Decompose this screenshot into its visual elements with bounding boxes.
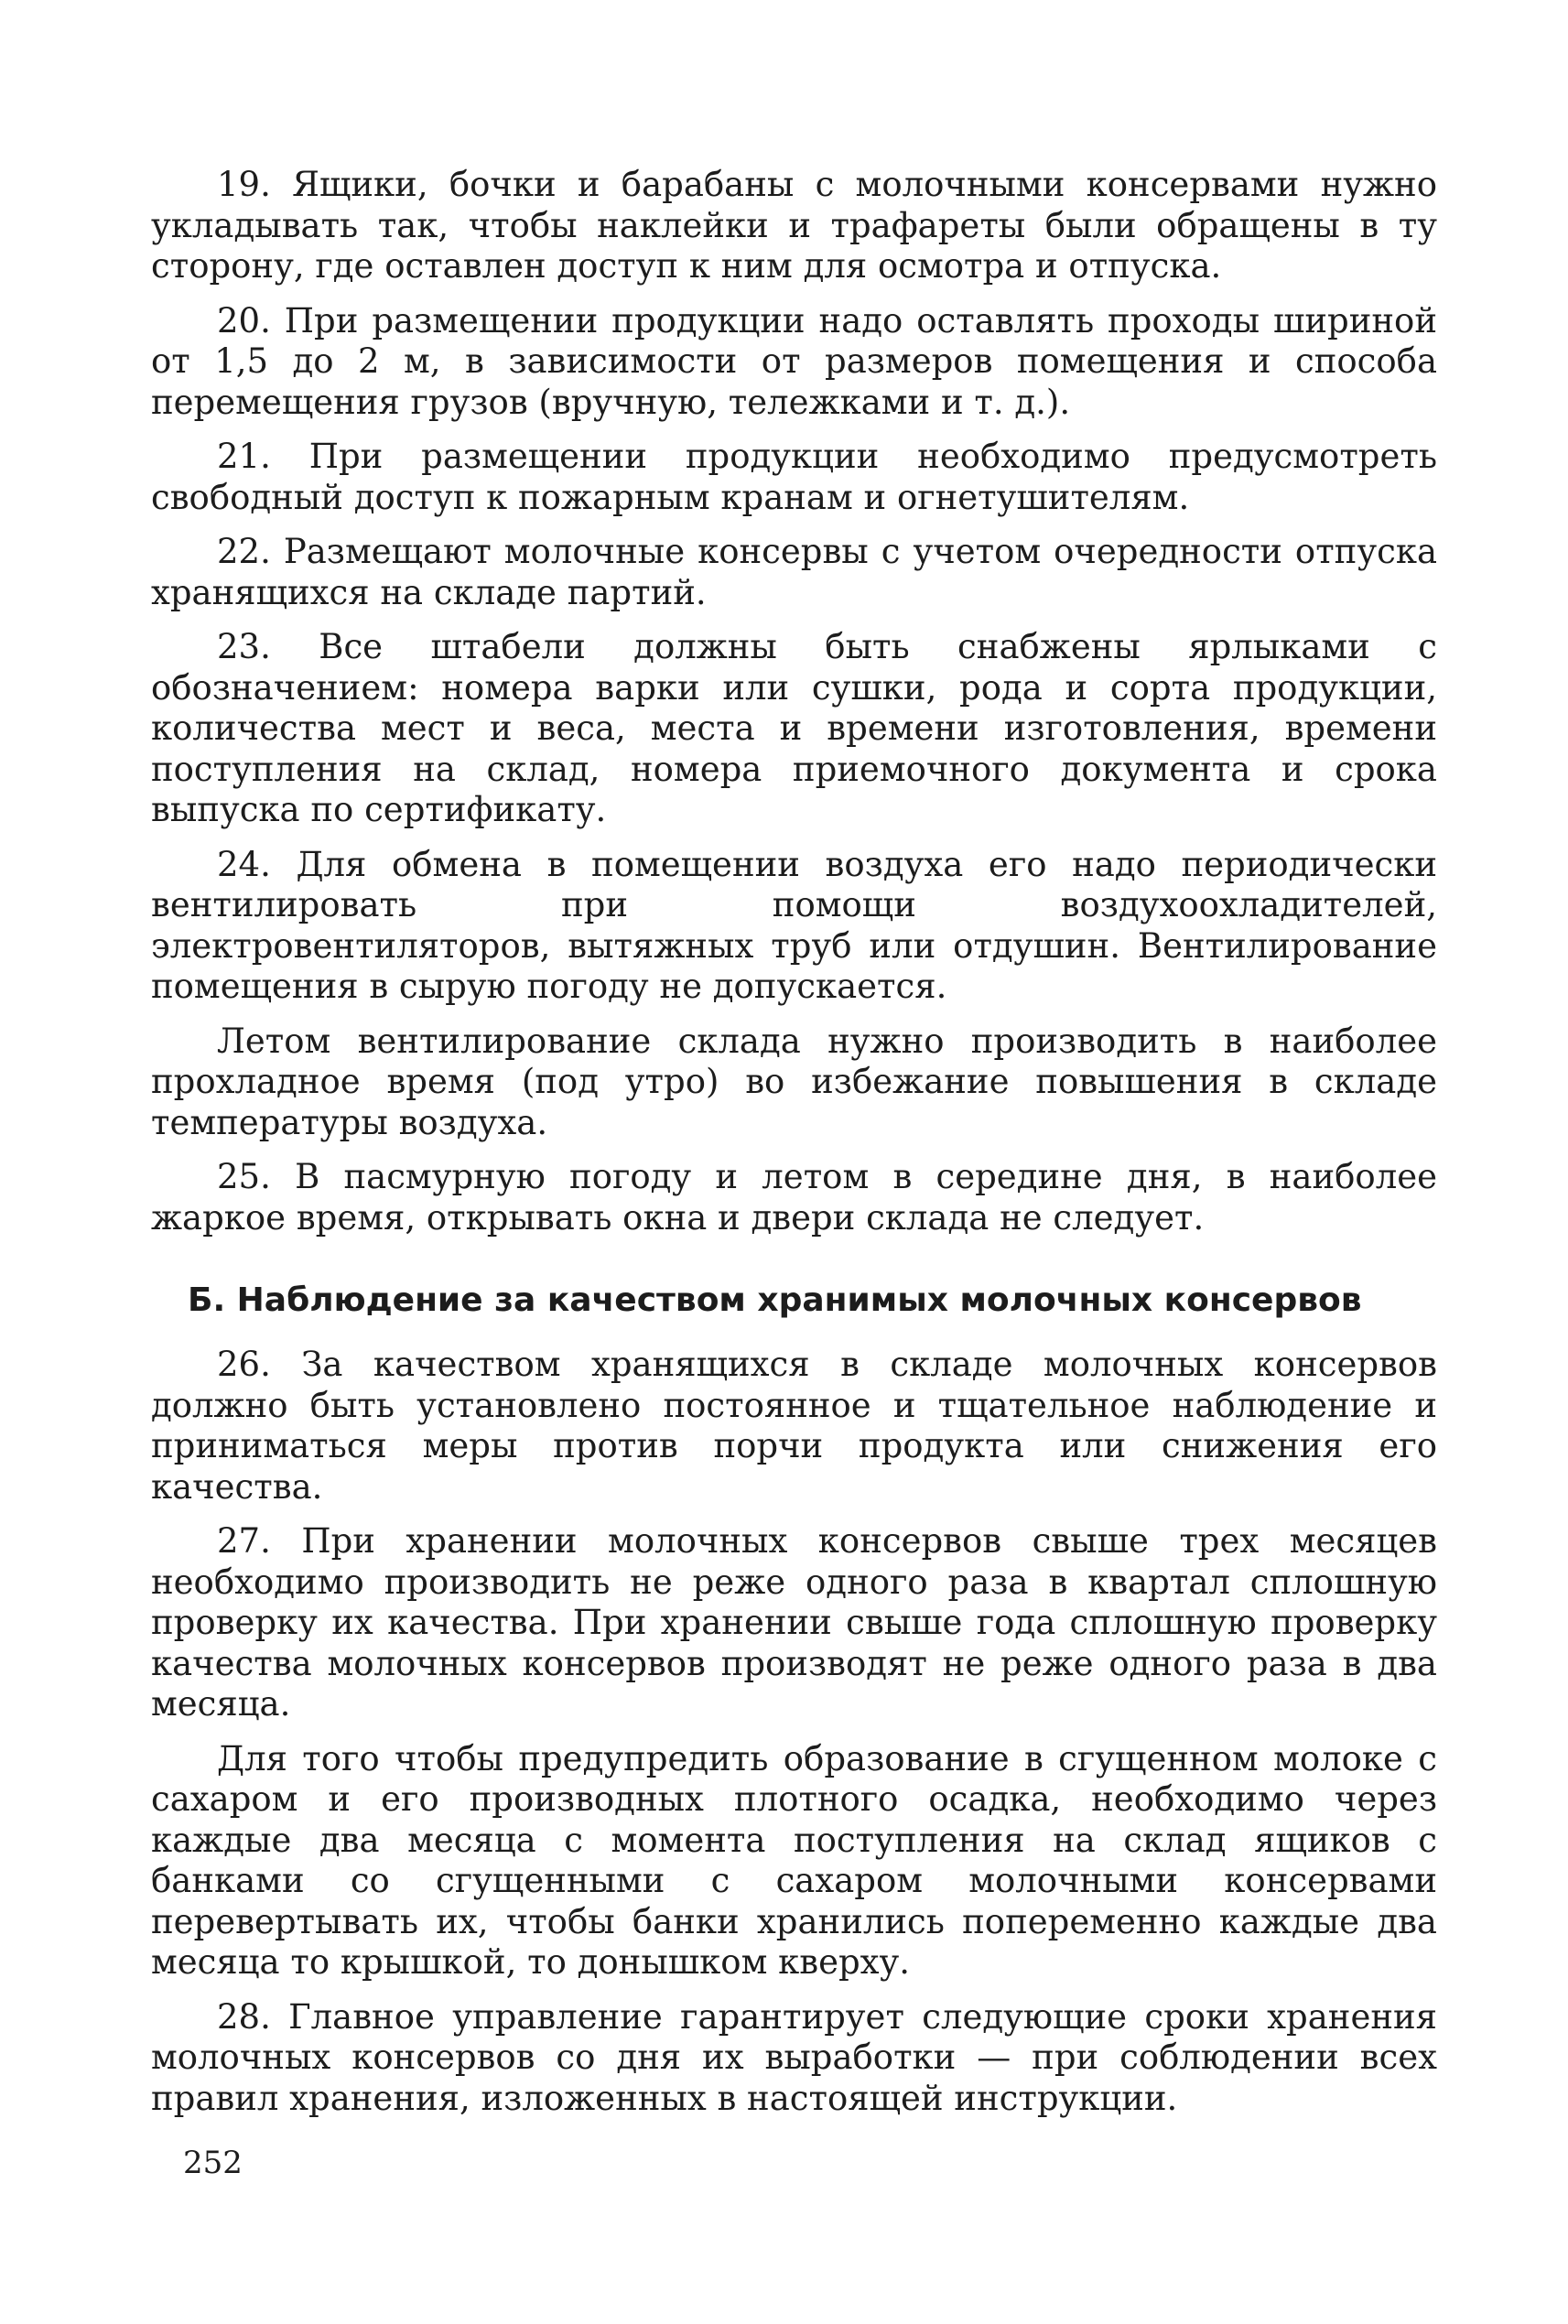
paragraph-21: 21. При размещении продукции необходимо предусмотреть свободный доступ к пожарным кранам и огнетушителям. bbox=[151, 437, 1437, 517]
paragraph-28: 28. Главное управление гарантирует следующие сроки хранения молочных консервов со дня их выработки — при соблюдении всех правил хранения, изложенных в настоящей инструкции. bbox=[151, 1996, 1437, 2118]
paragraph-19: 19. Ящики, бочки и барабаны с молочными консервами нужно укладывать так, чтобы наклейки и трафареты были обращены в ту сторону, где оставлен доступ к ним для осмотра и отпуска. bbox=[151, 165, 1437, 286]
paragraph-26: 26. За качеством хранящихся в складе молочных консервов должно быть установлено постоянное и тщательное наблюдение и приниматься меры против порчи продукта или снижения его качества. bbox=[151, 1345, 1437, 1507]
paragraph-24: 24. Для обмена в помещении воздуха его надо периодически вентилировать при помощи воздухоохладителей, электровентиляторов, вытяжных труб или отдушин. Вентилирование помещения в сырую погоду не допускается. bbox=[151, 844, 1437, 1006]
section-heading: Б. Наблюдение за качеством хранимых молочных консервов bbox=[188, 1281, 1362, 1319]
paragraph-24-summer: Летом вентилирование склада нужно производить в наиболее прохладное время (под утро) во избежание повышения в складе температуры воздуха. bbox=[151, 1021, 1437, 1142]
paragraph-25: 25. В пасмурную погоду и летом в середине дня, в наиболее жаркое время, открывать окна и двери склада не следует. bbox=[151, 1157, 1437, 1238]
paragraph-27: 27. При хранении молочных консервов свыше трех месяцев необходимо производить не реже одного раза в квартал сплошную проверку их качества. При хранении свыше года сплошную проверку качества молочных консервов производят не реже одного раза в два месяца. bbox=[151, 1521, 1437, 1724]
page-number: 252 bbox=[183, 2145, 243, 2181]
paragraph-27-sediment: Для того чтобы предупредить образование в сгущенном молоке с сахаром и его производных плотного осадка, необходимо через каждые два месяца с момента поступления на склад ящиков с банками со сгущенными с сахаром молочными консервами перевертывать их, чтобы банки хранились попеременно каждые два месяца то крышкой, то донышком кверху. bbox=[151, 1738, 1437, 1982]
paragraph-22: 22. Размещают молочные консервы с учетом очередности отпуска хранящихся на складе партий. bbox=[151, 532, 1437, 612]
document-page bbox=[151, 165, 1437, 2133]
paragraph-20: 20. При размещении продукции надо оставлять проходы шириной от 1,5 до 2 м, в зависимости от размеров помещения и способа перемещения грузов (вручную, тележками и т. д.). bbox=[151, 300, 1437, 422]
paragraph-23: 23. Все штабели должны быть снабжены ярлыками с обозначением: номера варки или сушки, рода и сорта продукции, количества мест и веса, места и времени изготовления, времени поступления на склад, номера приемочного документа и срока выпуска по сертификату. bbox=[151, 627, 1437, 829]
